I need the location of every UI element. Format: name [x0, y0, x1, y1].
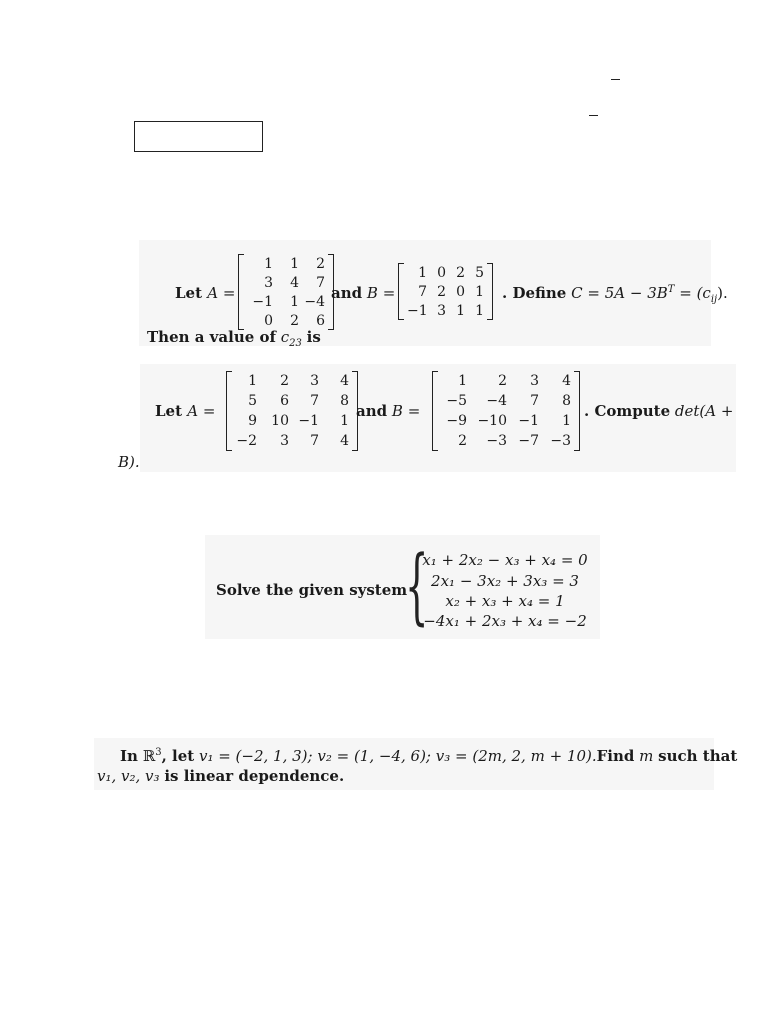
q2-a-cell-2-0: 9 — [248, 413, 257, 429]
top-dash-mark-1 — [611, 79, 620, 80]
q1-define: . Define $C = 5A - 3B^T = (c_{ij})$. — [502, 284, 728, 305]
q2-b-cell-2-1: −10 — [477, 413, 507, 429]
q1-then: Then a value of $c_{23}$ is — [147, 328, 321, 349]
q2-tail: B). — [118, 453, 140, 471]
q1-b-cell-0-3: 5 — [475, 264, 484, 281]
q1-b-cell-2-0: −1 — [407, 302, 428, 319]
q2-a-cell-2-2: −1 — [298, 413, 319, 429]
q1-a-cell-0-1: 1 — [290, 255, 299, 272]
q1-b-cell-2-2: 1 — [456, 302, 465, 319]
q1-matrix-b — [398, 263, 493, 320]
q2-a-cell-2-3: 1 — [340, 413, 349, 429]
q2-b-cell-1-2: 7 — [530, 393, 539, 409]
q4-line-2: v₁, v₂, v₃ is linear dependence. — [97, 767, 345, 785]
q1-b-cell-1-0: 7 — [418, 283, 427, 300]
q2-b-cell-2-2: −1 — [518, 413, 539, 429]
q1-a-cell-3-1: 2 — [290, 312, 299, 329]
q1-a-cell-2-0: −1 — [252, 293, 273, 310]
q2-b-cell-2-0: −9 — [446, 413, 467, 429]
q2-b-cell-1-3: 8 — [562, 393, 571, 409]
q1-b-cell-1-2: 0 — [456, 283, 465, 300]
q2-compute: . Compute det(A + — [584, 402, 734, 420]
q1-a-cell-1-0: 3 — [264, 274, 273, 291]
q4-line-1: In ℝ$^3$, let v₁ = (−2, 1, 3); v₂ = (1, −4, 6); v₃ = (2m, 2, m + 10).Find m such that — [120, 747, 738, 765]
q2-b-cell-0-2: 3 — [530, 373, 539, 389]
q1-let: Let A = — [175, 284, 236, 302]
q1-b-cell-0-2: 2 — [456, 264, 465, 281]
q2-a-cell-3-3: 4 — [340, 433, 349, 449]
q2-a-cell-0-2: 3 — [310, 373, 319, 389]
q2-a-cell-1-2: 7 — [310, 393, 319, 409]
q3-equation-1: x₁ + 2x₂ − x₃ + x₄ = 0 — [422, 551, 588, 569]
q2-b-cell-1-0: −5 — [446, 393, 467, 409]
q2-matrix-b — [432, 371, 580, 451]
q1-a-cell-0-2: 2 — [316, 255, 325, 272]
q2-let: Let A = — [155, 402, 216, 420]
q1-a-cell-1-2: 7 — [316, 274, 325, 291]
q1-and: and B = — [331, 284, 396, 302]
q1-b-cell-2-3: 1 — [475, 302, 484, 319]
answer-box — [134, 121, 263, 152]
q2-b-cell-1-1: −4 — [486, 393, 507, 409]
q3-label: Solve the given system — [216, 581, 408, 599]
q2-a-cell-0-0: 1 — [248, 373, 257, 389]
q2-a-cell-3-0: −2 — [236, 433, 257, 449]
q2-b-cell-3-3: −3 — [550, 433, 571, 449]
q1-b-cell-0-1: 0 — [437, 264, 446, 281]
q1-b-cell-1-3: 1 — [475, 283, 484, 300]
q2-a-cell-1-0: 5 — [248, 393, 257, 409]
q2-b-cell-2-3: 1 — [562, 413, 571, 429]
q2-b-cell-3-1: −3 — [486, 433, 507, 449]
q2-b-cell-0-1: 2 — [498, 373, 507, 389]
q1-a-cell-2-2: −4 — [304, 293, 325, 310]
q1-b-cell-1-1: 2 — [437, 283, 446, 300]
q1-a-cell-3-0: 0 — [264, 312, 273, 329]
q1-matrix-a — [238, 254, 334, 330]
q2-a-cell-2-1: 10 — [271, 413, 289, 429]
q1-a-cell-3-2: 6 — [316, 312, 325, 329]
q3-brace: { — [405, 539, 429, 634]
top-dash-mark-2 — [589, 115, 598, 116]
q2-b-cell-3-2: −7 — [518, 433, 539, 449]
q2-a-cell-0-3: 4 — [340, 373, 349, 389]
q1-b-cell-0-0: 1 — [418, 264, 427, 281]
q2-b-cell-0-3: 4 — [562, 373, 571, 389]
q3-equation-4: −4x₁ + 2x₃ + x₄ = −2 — [423, 612, 587, 630]
q2-a-cell-3-2: 7 — [310, 433, 319, 449]
q2-a-cell-3-1: 3 — [280, 433, 289, 449]
q3-equation-3: x₂ + x₃ + x₄ = 1 — [445, 592, 565, 610]
q2-matrix-a — [226, 371, 358, 451]
q2-a-cell-0-1: 2 — [280, 373, 289, 389]
q2-a-cell-1-1: 6 — [280, 393, 289, 409]
q1-a-cell-0-0: 1 — [264, 255, 273, 272]
q2-and: and B = — [356, 402, 421, 420]
q3-equation-2: 2x₁ − 3x₂ + 3x₃ = 3 — [431, 572, 579, 590]
q1-a-cell-1-1: 4 — [290, 274, 299, 291]
q2-b-cell-3-0: 2 — [458, 433, 467, 449]
q2-a-cell-1-3: 8 — [340, 393, 349, 409]
q1-a-cell-2-1: 1 — [290, 293, 299, 310]
q2-b-cell-0-0: 1 — [458, 373, 467, 389]
q1-b-cell-2-1: 3 — [437, 302, 446, 319]
